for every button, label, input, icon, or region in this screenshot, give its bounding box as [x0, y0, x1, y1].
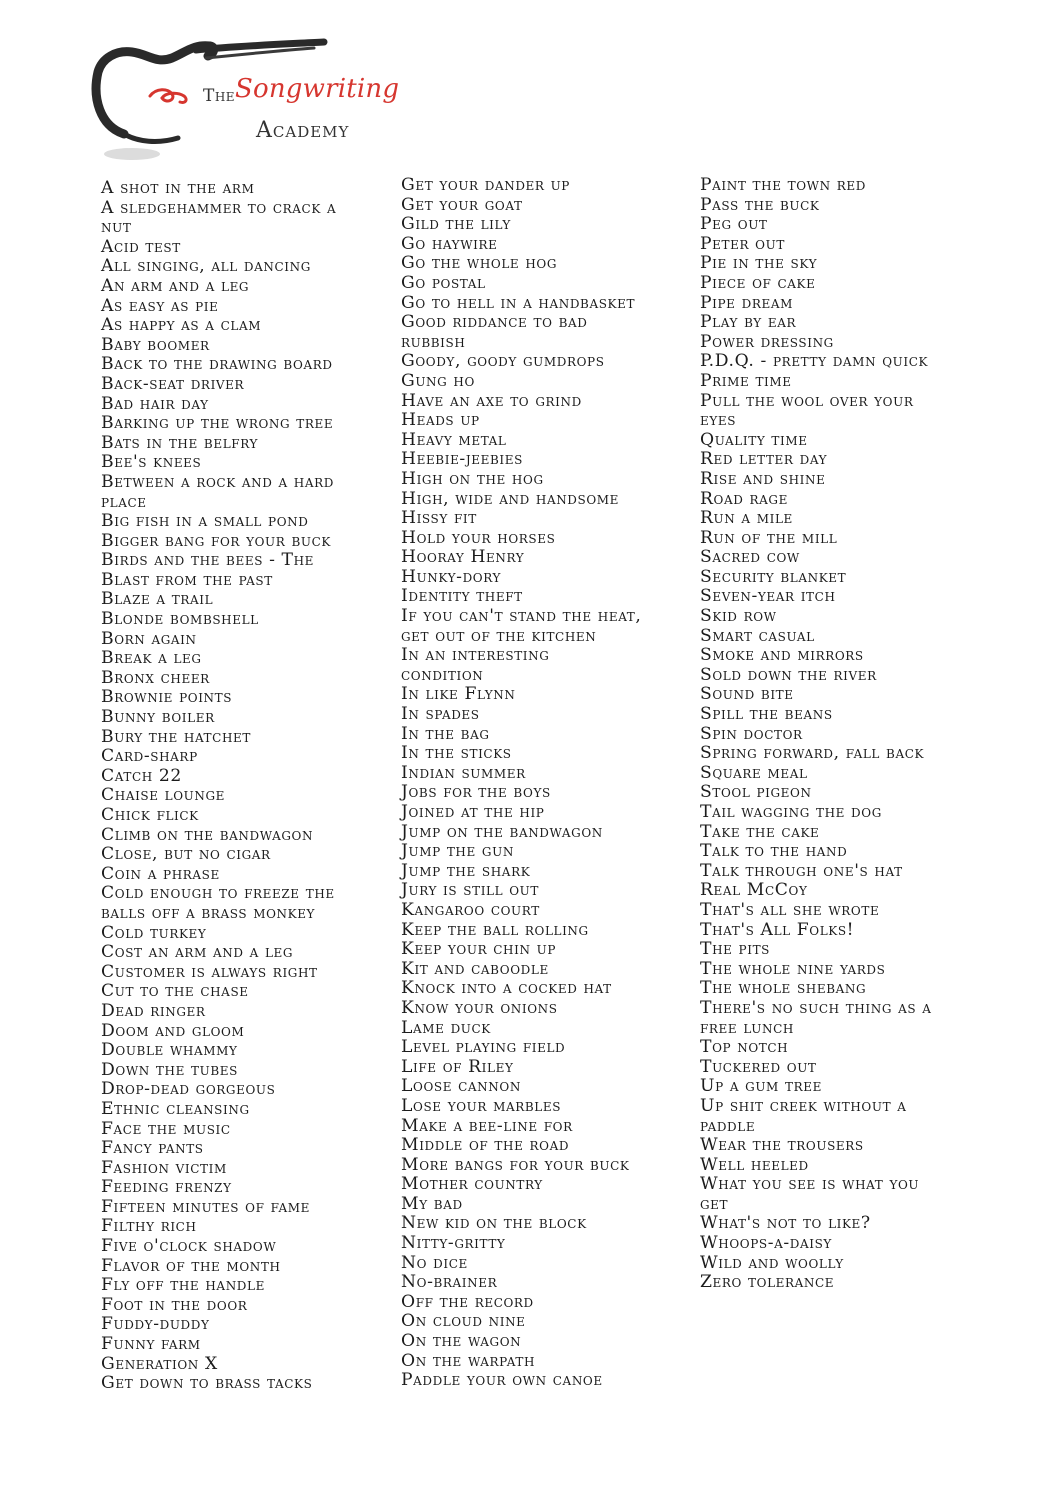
- phrase-item: Heads up: [401, 410, 480, 431]
- phrase-item: Loose cannon: [401, 1076, 521, 1097]
- phrase-item: Birds and the bees - The: [101, 550, 315, 571]
- phrase-item: New kid on the block: [401, 1213, 587, 1234]
- phrase-item: Generation X: [101, 1353, 218, 1374]
- phrase-item: Tuckered out: [700, 1056, 817, 1077]
- phrase-item: Play by ear: [700, 312, 797, 333]
- phrase-item: Run a mile: [700, 508, 793, 529]
- phrase-item: Jury is still out: [401, 880, 539, 901]
- phrase-item: The whole shebang: [700, 978, 867, 999]
- phrase-item: In spades: [401, 704, 480, 725]
- phrase-item: Cold turkey: [101, 922, 207, 943]
- phrase-item: Joined at the hip: [401, 802, 545, 822]
- phrase-item: Piece of cake: [700, 272, 816, 293]
- phrase-item: Bee's knees: [101, 452, 202, 473]
- phrase-item: Bad hair day: [101, 393, 209, 414]
- phrase-item: Get down to brass tacks: [101, 1373, 313, 1394]
- phrase-item: Break a leg: [101, 648, 202, 669]
- phrase-item: Cost an arm and a leg: [101, 942, 294, 963]
- phrase-item: Back-seat driver: [101, 373, 245, 394]
- phrase-item: Security blanket: [700, 566, 847, 587]
- phrase-item: Prime time: [700, 370, 792, 391]
- phrase-item: Funny farm: [101, 1334, 201, 1355]
- phrase-item: Identity theft: [401, 586, 523, 607]
- phrase-item: Good riddance to bad: [401, 312, 588, 333]
- phrase-item: Filthy rich: [101, 1216, 197, 1237]
- phrase-item: Five o'clock shadow: [101, 1236, 277, 1257]
- phrase-item: Top notch: [700, 1037, 789, 1058]
- phrase-item: Blaze a trail: [101, 589, 214, 610]
- phrase-item: Between a rock and a hard: [101, 471, 334, 492]
- phrase-item: nut: [101, 217, 132, 238]
- phrase-column-2: [401, 176, 641, 1391]
- logo-songwriting-text: Songwriting: [235, 74, 400, 104]
- phrase-item: Spill the beans: [700, 704, 833, 725]
- phrase-item: All singing, all dancing: [101, 256, 311, 277]
- phrase-item: Flavor of the month: [101, 1255, 281, 1276]
- phrase-item: Smart casual: [700, 625, 815, 646]
- phrase-item: Cold enough to freeze the: [101, 883, 335, 904]
- phrase-item: Foot in the door: [101, 1294, 248, 1315]
- phrase-item: In like Flynn: [401, 684, 516, 705]
- phrase-item: More bangs for your buck: [401, 1154, 630, 1175]
- phrase-item: get: [700, 1193, 729, 1214]
- phrase-item: Fifteen minutes of fame: [101, 1196, 310, 1217]
- phrase-item: Kangaroo court: [401, 899, 540, 920]
- phrase-item: condition: [401, 664, 484, 685]
- phrase-item: Have an axe to grind: [401, 390, 582, 411]
- phrase-item: High on the hog: [401, 468, 544, 489]
- phrase-item: free lunch: [700, 1017, 794, 1038]
- phrase-item: That's All Folks!: [700, 919, 855, 940]
- phrase-item: Real McCoy: [700, 880, 808, 901]
- phrase-item: In the bag: [401, 723, 490, 744]
- logo: [86, 38, 400, 168]
- phrase-item: Up shit creek without a: [700, 1095, 907, 1116]
- phrase-item: A shot in the arm: [101, 178, 255, 198]
- phrase-item: Pipe dream: [700, 292, 793, 313]
- phrase-item: Keep your chin up: [401, 939, 557, 960]
- logo-the-text: The: [203, 86, 236, 106]
- phrase-item: Paint the town red: [700, 175, 866, 195]
- phrase-item: On the warpath: [401, 1350, 536, 1371]
- phrase-item: Barking up the wrong tree: [101, 413, 334, 434]
- phrase-item: Road rage: [700, 488, 788, 509]
- phrase-item: Chaise lounge: [101, 785, 226, 806]
- phrase-item: place: [101, 491, 147, 512]
- phrase-item: Spin doctor: [700, 723, 803, 744]
- phrase-item: Bigger bang for your buck: [101, 530, 331, 551]
- phrase-item: Talk through one's hat: [700, 860, 903, 881]
- phrase-item: Paddle your own canoe: [401, 1370, 603, 1391]
- phrase-item: Make a bee-line for: [401, 1115, 573, 1136]
- phrase-item: P.D.Q. - pretty damn quick: [700, 351, 929, 372]
- phrase-item: In an interesting: [401, 645, 550, 666]
- phrase-item: Down the tubes: [101, 1059, 238, 1080]
- phrase-item: Get your dander up: [401, 175, 570, 195]
- phrase-item: No dice: [401, 1252, 468, 1273]
- phrase-item: Well heeled: [700, 1154, 809, 1175]
- phrase-item: An arm and a leg: [101, 275, 250, 296]
- phrase-item: Gild the lily: [401, 214, 511, 235]
- phrase-item: On cloud nine: [401, 1311, 526, 1332]
- phrase-item: Goody, goody gumdrops: [401, 351, 605, 372]
- phrase-item: Red letter day: [700, 449, 828, 470]
- phrase-item: Fancy pants: [101, 1138, 204, 1159]
- phrase-item: Brownie points: [101, 687, 233, 708]
- phrase-item: Mother country: [401, 1174, 543, 1195]
- phrase-item: Ethnic cleansing: [101, 1098, 250, 1119]
- phrase-item: Blonde bombshell: [101, 609, 259, 630]
- phrase-item: Bronx cheer: [101, 667, 210, 688]
- phrase-item: Gung ho: [401, 370, 475, 391]
- phrase-item: Lose your marbles: [401, 1095, 562, 1116]
- phrase-item: Sold down the river: [700, 664, 877, 685]
- phrase-item: Bats in the belfry: [101, 432, 258, 453]
- phrase-item: Wear the trousers: [700, 1135, 864, 1156]
- phrase-item: Run of the mill: [700, 527, 838, 548]
- phrase-item: No-brainer: [401, 1272, 498, 1293]
- phrase-item: Jump the gun: [401, 841, 514, 862]
- phrase-item: As happy as a clam: [101, 315, 262, 336]
- phrase-item: Born again: [101, 628, 197, 649]
- phrase-item: Big fish in a small pond: [101, 511, 309, 532]
- phrase-item: rubbish: [401, 331, 466, 352]
- phrase-item: What's not to like?: [700, 1213, 871, 1234]
- phrase-item: Middle of the road: [401, 1135, 570, 1156]
- phrase-item: Sacred cow: [700, 547, 800, 568]
- phrase-item: eyes: [700, 410, 737, 431]
- phrase-item: Go haywire: [401, 233, 498, 254]
- phrase-item: Acid test: [101, 236, 181, 257]
- phrase-item: paddle: [700, 1115, 756, 1136]
- phrase-item: Doom and gloom: [101, 1020, 245, 1041]
- phrase-item: Know your onions: [401, 997, 558, 1018]
- phrase-item: Baby boomer: [101, 334, 210, 355]
- phrase-item: Skid row: [700, 606, 777, 627]
- phrase-item: Climb on the bandwagon: [101, 824, 314, 845]
- phrase-item: Go the whole hog: [401, 253, 558, 274]
- phrase-item: Pull the wool over your: [700, 390, 914, 411]
- phrase-item: Pie in the sky: [700, 253, 818, 274]
- phrase-item: On the wagon: [401, 1331, 522, 1352]
- phrase-item: There's no such thing as a: [700, 997, 932, 1018]
- phrase-item: Whoops-a-daisy: [700, 1233, 832, 1254]
- phrase-item: What you see is what you: [700, 1174, 920, 1195]
- phrase-item: Wild and woolly: [700, 1252, 844, 1273]
- phrase-item: Drop-dead gorgeous: [101, 1079, 276, 1100]
- phrase-item: Stool pigeon: [700, 782, 812, 803]
- phrase-item: Customer is always right: [101, 961, 318, 982]
- phrase-item: Knock into a cocked hat: [401, 978, 612, 999]
- phrase-item: Fly off the handle: [101, 1275, 265, 1296]
- phrase-item: Sound bite: [700, 684, 794, 705]
- phrase-item: Smoke and mirrors: [700, 645, 864, 666]
- phrase-item: Indian summer: [401, 762, 526, 783]
- phrase-item: Lame duck: [401, 1017, 491, 1038]
- phrase-column-3: [700, 176, 932, 1293]
- phrase-item: Quality time: [700, 429, 808, 450]
- phrase-item: Catch 22: [101, 765, 182, 786]
- phrase-item: Jobs for the boys: [401, 782, 551, 803]
- phrase-item: Keep the ball rolling: [401, 919, 589, 940]
- phrase-item: Peg out: [700, 214, 768, 235]
- phrase-item: Bunny boiler: [101, 707, 215, 728]
- phrase-item: Heavy metal: [401, 429, 507, 450]
- phrase-item: Jump on the bandwagon: [401, 821, 603, 842]
- phrase-item: Level playing field: [401, 1037, 566, 1058]
- phrase-item: Fashion victim: [101, 1157, 227, 1178]
- phrase-item: The pits: [700, 939, 770, 960]
- phrase-item: Go postal: [401, 272, 486, 293]
- phrase-item: Cut to the chase: [101, 981, 249, 1002]
- phrase-item: Take the cake: [700, 821, 820, 842]
- phrase-item: Heebie-jeebies: [401, 449, 523, 470]
- phrase-item: As easy as pie: [101, 295, 219, 316]
- phrase-item: Up a gum tree: [700, 1076, 822, 1097]
- phrase-item: Close, but no cigar: [101, 844, 271, 865]
- phrase-item: Chick flick: [101, 805, 199, 825]
- phrase-item: Double whammy: [101, 1040, 238, 1061]
- phrase-item: Bury the hatchet: [101, 726, 251, 747]
- phrase-item: Tail wagging the dog: [700, 802, 882, 822]
- phrase-item: If you can't stand the heat,: [401, 606, 642, 627]
- phrase-column-1: [101, 179, 336, 1394]
- phrase-item: High, wide and handsome: [401, 488, 620, 509]
- phrase-item: get out of the kitchen: [401, 625, 597, 646]
- logo-academy-text: Academy: [256, 118, 350, 143]
- phrase-item: Go to hell in a handbasket: [401, 292, 636, 313]
- phrase-item: Spring forward, fall back: [700, 743, 925, 764]
- phrase-item: Power dressing: [700, 331, 834, 352]
- phrase-item: Nitty-gritty: [401, 1233, 506, 1254]
- phrase-item: Hooray Henry: [401, 547, 525, 568]
- phrase-item: Dead ringer: [101, 1000, 206, 1021]
- phrase-item: Peter out: [700, 233, 785, 254]
- phrase-item: That's all she wrote: [700, 899, 880, 920]
- phrase-item: Fuddy-duddy: [101, 1314, 210, 1335]
- phrase-item: Get your goat: [401, 194, 523, 215]
- phrase-item: Kit and caboodle: [401, 958, 549, 979]
- phrase-item: Hissy fit: [401, 508, 477, 529]
- phrase-item: Back to the drawing board: [101, 354, 333, 375]
- phrase-item: Card-sharp: [101, 746, 198, 767]
- phrase-item: Seven-year itch: [700, 586, 836, 607]
- phrase-item: Pass the buck: [700, 194, 820, 215]
- phrase-item: Blast from the past: [101, 569, 273, 590]
- phrase-item: Hold your horses: [401, 527, 556, 548]
- phrase-item: Zero tolerance: [700, 1272, 835, 1293]
- phrase-item: The whole nine yards: [700, 958, 886, 979]
- phrase-item: Jump the shark: [401, 860, 531, 881]
- phrase-item: Talk to the hand: [700, 841, 848, 862]
- phrase-item: A sledgehammer to crack a: [101, 197, 337, 218]
- phrase-item: Face the music: [101, 1118, 231, 1139]
- phrase-item: Rise and shine: [700, 468, 826, 489]
- phrase-item: In the sticks: [401, 743, 512, 764]
- phrase-item: Life of Riley: [401, 1056, 514, 1077]
- phrase-item: Square meal: [700, 762, 808, 783]
- phrase-item: Feeding frenzy: [101, 1177, 232, 1198]
- phrase-item: My bad: [401, 1193, 463, 1214]
- phrase-item: Off the record: [401, 1291, 534, 1312]
- phrase-item: balls off a brass monkey: [101, 902, 316, 923]
- phrase-item: Hunky-dory: [401, 566, 502, 587]
- phrase-item: Coin a phrase: [101, 863, 220, 884]
